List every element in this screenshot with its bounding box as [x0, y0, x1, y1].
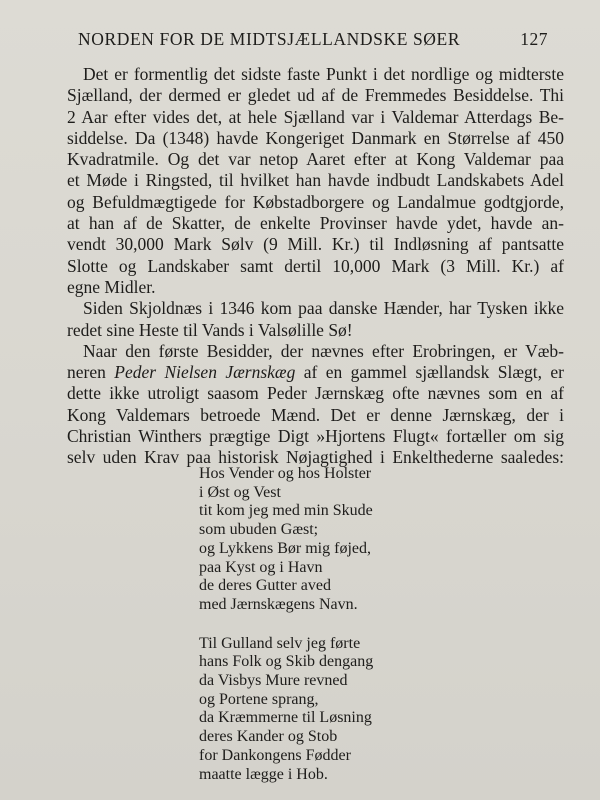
page-number: 127: [520, 29, 548, 49]
verse-line: Hos Vender og hos Holster: [199, 465, 372, 482]
verse-line: paa Kyst og i Havn: [199, 558, 323, 576]
text-run: af en gammel sjællandsk Slægt, er: [295, 362, 564, 383]
text-line: egne Midler.: [67, 276, 156, 297]
text-line: Kong Valdemars betroede Mænd. Det er denne Jærnskæg, der i: [67, 404, 564, 425]
stanza-1: [199, 465, 439, 615]
verse-line: for Dankongens Fødder: [199, 746, 351, 764]
text-line: vendt 30,000 Mark Sølv (9 Mill. Kr.) til Indløsning af pantsatte: [67, 234, 564, 255]
text-line: at han af de Skatter, de enkelte Provinser havde ydet, havde an-: [67, 213, 564, 234]
paragraph-3: [67, 341, 564, 469]
verse-line: med Jærnskægens Navn.: [199, 595, 358, 613]
text-line: og Befuldmægtigede for Købstadborgere og Landalmue godtgjorde,: [67, 191, 564, 212]
stanza-2: [199, 635, 439, 785]
verse-line: deres Kander og Stob: [199, 728, 338, 746]
verse-line: da Kræmmerne til Løsning: [199, 709, 372, 727]
text-line: selv uden Krav paa historisk Nøjagtighed i Enkelthederne saaledes:: [67, 447, 564, 468]
paragraph-1: [67, 64, 564, 298]
chapter-title: NORDEN FOR DE MIDTSJÆLLANDSKE SØER: [78, 29, 461, 49]
stanza-gap: [199, 615, 439, 635]
text-line: Naar den første Besidder, der nævnes efter Erobringen, er Væb-: [83, 340, 564, 361]
verse-line: som ubuden Gæst;: [199, 521, 319, 539]
verse-line: og Portene sprang,: [199, 690, 319, 708]
text-line: redet sine Heste til Vands i Valsølille Sø!: [67, 319, 353, 340]
text-line: 2 Aar efter vides det, at hele Sjælland var i Valdemar Atterdags Be-: [67, 106, 564, 127]
text-line: dette ikke utroligt saasom Peder Jærnskæg ofte nævnes som en af: [67, 383, 564, 404]
verse-line: og Lykkens Bør mig føjed,: [199, 539, 371, 557]
text-line: siddelse. Da (1348) havde Kongeriget Danmark en Størrelse af 450: [67, 127, 564, 148]
body-text: [67, 64, 564, 469]
text-line: Siden Skjoldnæs i 1346 kom paa danske Hænder, har Tysken ikke: [83, 298, 564, 319]
verse-line: hans Folk og Skib dengang: [199, 653, 374, 671]
running-head: [78, 29, 548, 50]
text-line: Christian Winthers prægtige Digt »Hjortens Flugt« fortæller om sig: [67, 426, 564, 447]
text-line: Det er formentlig det sidste faste Punkt i det nordlige og midterste: [83, 64, 564, 84]
text-line: Sjælland, der dermed er gledet ud af de Fremmedes Besiddelse. Thi: [67, 85, 564, 106]
verse-line: tit kom jeg med min Skude: [199, 502, 373, 520]
verse-line: i Øst og Vest: [199, 483, 281, 501]
text-line: [67, 362, 564, 383]
text-line: Slotte og Landskaber samt dertil 10,000 Mark (3 Mill. Kr.) af: [67, 255, 564, 276]
paragraph-2: [67, 298, 564, 341]
poem: [199, 465, 439, 784]
text-line: et Møde i Ringsted, til hvilket han havde indbudt Landskabets Adel: [67, 170, 564, 191]
text-line: Kvadratmile. Og det var netop Aaret efter at Kong Valdemar paa: [67, 149, 564, 170]
verse-line: da Visbys Mure revned: [199, 672, 348, 690]
person-name: Peder Nielsen Jærnskæg: [114, 362, 296, 383]
text-run: neren: [67, 362, 115, 383]
verse-line: de deres Gutter aved: [199, 577, 331, 595]
verse-line: Til Gulland selv jeg førte: [199, 634, 361, 652]
verse-line: maatte lægge i Hob.: [199, 765, 328, 783]
